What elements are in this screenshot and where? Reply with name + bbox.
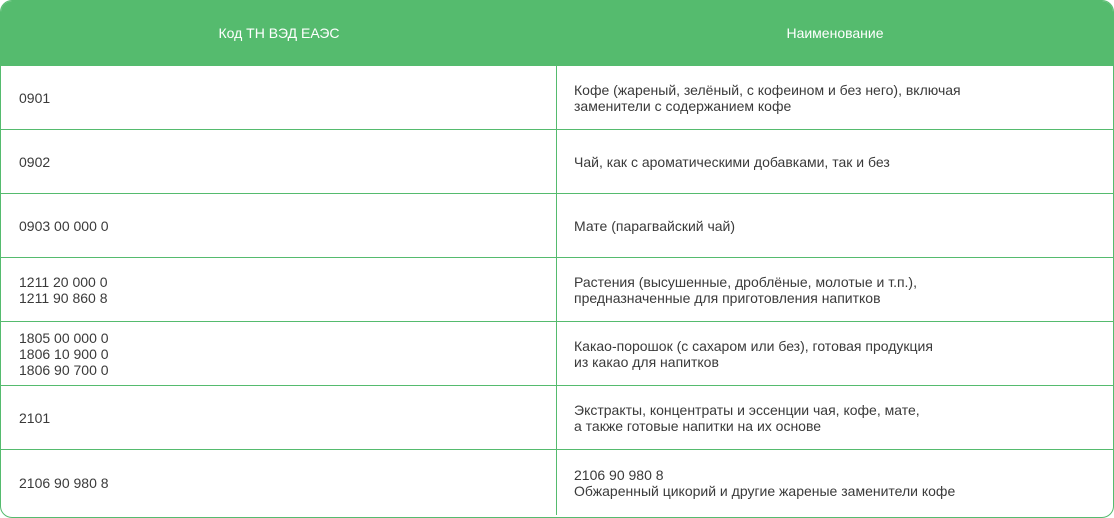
name-line: а также готовые напитки на их основе xyxy=(574,417,822,434)
name-cell xyxy=(557,130,1113,193)
code-cell xyxy=(1,386,557,449)
code-cell xyxy=(1,258,557,321)
table-row xyxy=(1,193,1113,257)
code-cell xyxy=(1,322,557,385)
code-cell xyxy=(1,450,557,515)
code-cell xyxy=(1,194,557,257)
name-line: Чай, как с ароматическими добавками, так и без xyxy=(574,153,890,170)
table-row xyxy=(1,65,1113,129)
code-line: 2106 90 980 8 xyxy=(19,474,109,491)
name-line: Мате (парагвайский чай) xyxy=(574,217,736,234)
name-cell xyxy=(557,386,1113,449)
name-line: заменители с содержанием кофе xyxy=(574,97,792,114)
name-line: из какао для напитков xyxy=(574,353,719,370)
table-row xyxy=(1,257,1113,321)
header-code: Код ТН ВЭД ЕАЭС xyxy=(218,25,340,41)
code-line: 2101 xyxy=(19,409,51,426)
code-line: 1211 90 860 8 xyxy=(19,289,108,306)
code-line: 0901 xyxy=(19,89,51,106)
name-line: Какао-порошок (с сахаром или без), готовая продукция xyxy=(574,337,933,354)
header-name: Наименование xyxy=(786,25,884,41)
name-line: Растения (высушенные, дроблёные, молотые и т.п.), xyxy=(574,273,917,290)
name-cell xyxy=(557,322,1113,385)
name-line: Кофе (жареный, зелёный, с кофеином и без него), включая xyxy=(574,81,961,98)
table-row xyxy=(1,385,1113,449)
name-cell xyxy=(557,450,1113,515)
table-header xyxy=(1,1,1113,65)
name-cell xyxy=(557,194,1113,257)
name-cell xyxy=(557,66,1113,129)
code-cell xyxy=(1,66,557,129)
code-line: 1806 90 700 0 xyxy=(19,361,109,378)
code-line: 1211 20 000 0 xyxy=(19,273,108,290)
name-line: Экстракты, концентраты и эссенции чая, кофе, мате, xyxy=(574,401,920,418)
code-line: 0902 xyxy=(19,153,51,170)
code-line: 0903 00 000 0 xyxy=(19,217,109,234)
code-line: 1805 00 000 0 xyxy=(19,329,109,346)
table-row xyxy=(1,449,1113,515)
table-row xyxy=(1,129,1113,193)
name-line: 2106 90 980 8 xyxy=(574,466,664,483)
name-cell xyxy=(557,258,1113,321)
code-line: 1806 10 900 0 xyxy=(19,345,109,362)
name-line: предназначенные для приготовления напитков xyxy=(574,289,881,306)
code-cell xyxy=(1,130,557,193)
table-row xyxy=(1,321,1113,385)
name-line: Обжаренный цикорий и другие жареные заменители кофе xyxy=(574,482,956,499)
